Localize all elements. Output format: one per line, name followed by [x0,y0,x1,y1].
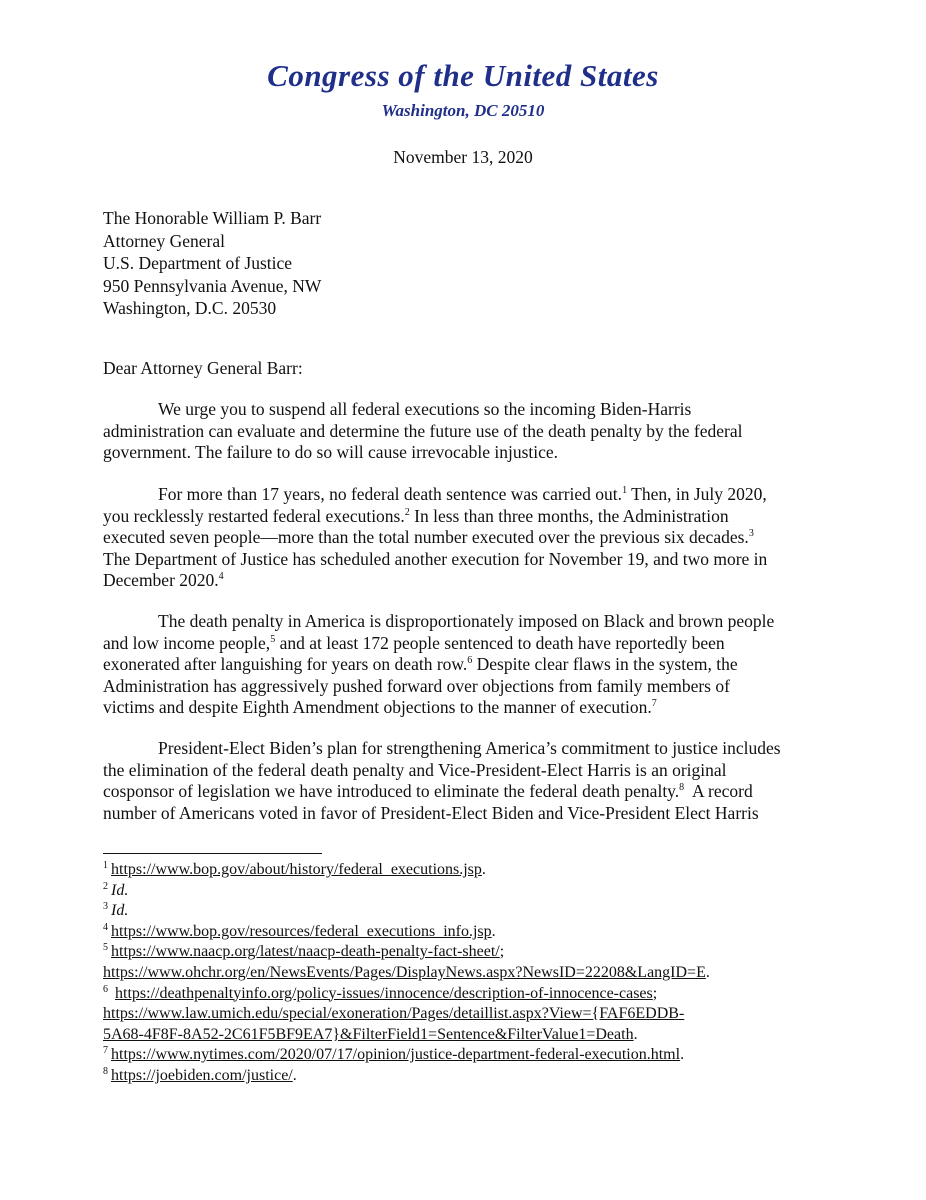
footnote-link[interactable]: https://www.bop.gov/resources/federal_executions_info.jsp [111,922,492,940]
footnote-6-cont: 5A68-4F8F-8A52-2C61F5BF9EA7}&FilterField1=Sentence&FilterValue1=Death. [103,1025,638,1043]
address-line: 950 Pennsylvania Avenue, NW [103,275,322,296]
text-fragment: Despite clear flaws in the system, the [476,654,738,674]
text-line [103,697,803,719]
footnote-6: $^6$ https://deathpenaltyinfo.org/policy-issues/innocence/description-of-innocence-cases; [103,983,658,1002]
footnote-ref: 6 [467,655,473,666]
footnote-separator [103,853,322,854]
text-line: President-Elect Biden’s plan for strengthening America’s commitment to justice includes [158,738,781,758]
footnote-ref: 1 [622,485,628,496]
footnote-2 [103,881,710,902]
paragraph-3 [103,611,803,719]
footnote-text: Id. [111,881,129,899]
paragraph-4 [103,738,803,824]
text-line: administration can evaluate and determine the future use of the death penalty by the federal [103,420,743,441]
footnotes [103,860,710,1087]
footnote-8: $^8$ https://joebiden.com/justice/. [103,1065,297,1084]
letterhead-title: Congress of the United States [267,58,659,93]
text-fragment: cosponsor of legislation we have introduced to eliminate the federal death penalty. [103,781,680,801]
letter-date: November 13, 2020 [393,147,533,167]
text-line [103,633,803,655]
letterhead-subtitle: Washington, DC 20510 [381,101,545,120]
paragraph-2 [103,484,803,592]
footnote-5: $^5$ https://www.naacp.org/latest/naacp-death-penalty-fact-sheet/; [103,942,505,961]
footnote-mark: 7 [103,1045,108,1057]
text-fragment: December 2020. [103,570,219,590]
footnote-mark: 2 [103,880,108,892]
salutation: Dear Attorney General Barr: [103,358,303,378]
address-line: Attorney General [103,230,225,251]
text-fragment: executed seven people—more than the total number executed over the previous six decades. [103,527,749,547]
footnote-ref: 4 [218,571,224,582]
footnote-ref: 2 [404,506,410,518]
address-line: Washington, D.C. 20530 [103,298,277,318]
footnote-link[interactable]: https://www.law.umich.edu/special/exoneration/Pages/detaillist.aspx?View={FAF6EDDB- [103,1005,685,1023]
footnote-mark: 3 [103,901,108,913]
text-line: the elimination of the federal death penalty and Vice-President-Elect Harris is an original [103,759,727,780]
text-line [103,781,803,803]
footnote-4: $^4$ https://www.bop.gov/resources/federal_executions_info.jsp. [103,921,496,940]
text-line: government. The failure to do so will cause irrevocable injustice. [103,442,559,462]
footnote-link[interactable]: https://www.nytimes.com/2020/07/17/opinion/justice-department-federal-execution.html [111,1046,681,1064]
address-line: U.S. Department of Justice [103,253,293,273]
footnote-mark: 6 [103,983,108,995]
text-fragment: victims and despite Eighth Amendment objections to the manner of execution. [103,697,652,717]
text-line [103,484,803,506]
text-line: Administration has aggressively pushed forward over objections from family members of [103,675,730,696]
text-fragment: and at least 172 people sentenced to death have reportedly been [279,632,725,653]
text-fragment: and low income people, [103,632,271,653]
footnote-1: $^1$ https://www.bop.gov/about/history/federal_executions.jsp. [103,860,486,878]
recipient-address [103,207,321,320]
text-fragment: exonerated after languishing for years on death row. [103,654,468,674]
footnote-3 [103,901,710,922]
text-line [103,654,803,676]
footnote-5-cont: https://www.ohchr.org/en/NewsEvents/Pages/DisplayNews.aspx?NewsID=22208&LangID=E. [103,963,710,981]
text-fragment: A record [691,781,753,801]
footnote-link[interactable]: https://joebiden.com/justice/ [111,1066,293,1084]
footnote-link[interactable]: https://www.bop.gov/about/history/federal_executions.jsp [111,861,482,878]
footnote-link[interactable]: https://www.naacp.org/latest/naacp-death-penalty-fact-sheet/ [111,943,500,961]
text-fragment: Then, in July 2020, [631,484,767,504]
address-line: The Honorable William P. Barr [103,208,322,228]
text-line: number of Americans voted in favor of President-Elect Biden and Vice-President Elect Harris [103,802,759,823]
text-line: The death penalty in America is disproportionately imposed on Black and brown people [158,611,775,631]
text-line [103,570,803,592]
footnote-mark: 4 [103,921,108,933]
text-fragment: In less than three months, the Administration [414,505,729,526]
text-line [103,506,803,528]
text-line: We urge you to suspend all federal executions so the incoming Biden-Harris [158,399,692,419]
text-fragment: you recklessly restarted federal executions. [103,505,405,526]
footnote-link[interactable]: https://deathpenaltyinfo.org/policy-issues/innocence/description-of-innocence-cases [115,984,653,1002]
footnote-mark: 8 [103,1065,108,1077]
paragraph-1 [103,399,803,464]
footnote-link[interactable]: 5A68-4F8F-8A52-2C61F5BF9EA7}&FilterField1=Sentence&FilterValue1=Death [103,1025,634,1043]
footnote-mark: 5 [103,942,108,954]
footnote-ref: 3 [748,528,754,539]
footnote-ref: 5 [270,633,276,645]
footnote-text: Id. [111,902,129,920]
footnote-7: $^7$ https://www.nytimes.com/2020/07/17/opinion/justice-department-federal-execution.html. [103,1045,685,1064]
footnote-ref: 8 [679,782,685,793]
footnote-mark: 1 [103,860,108,871]
footnote-link[interactable]: https://www.ohchr.org/en/NewsEvents/Pages/DisplayNews.aspx?NewsID=22208&LangID=E [103,963,706,981]
footnote-ref: 7 [651,698,657,709]
footnote-6-cont [103,1004,710,1025]
text-fragment: For more than 17 years, no federal death sentence was carried out. [158,484,623,504]
text-line: The Department of Justice has scheduled another execution for November 19, and two more in [103,548,768,569]
text-line [103,527,803,549]
